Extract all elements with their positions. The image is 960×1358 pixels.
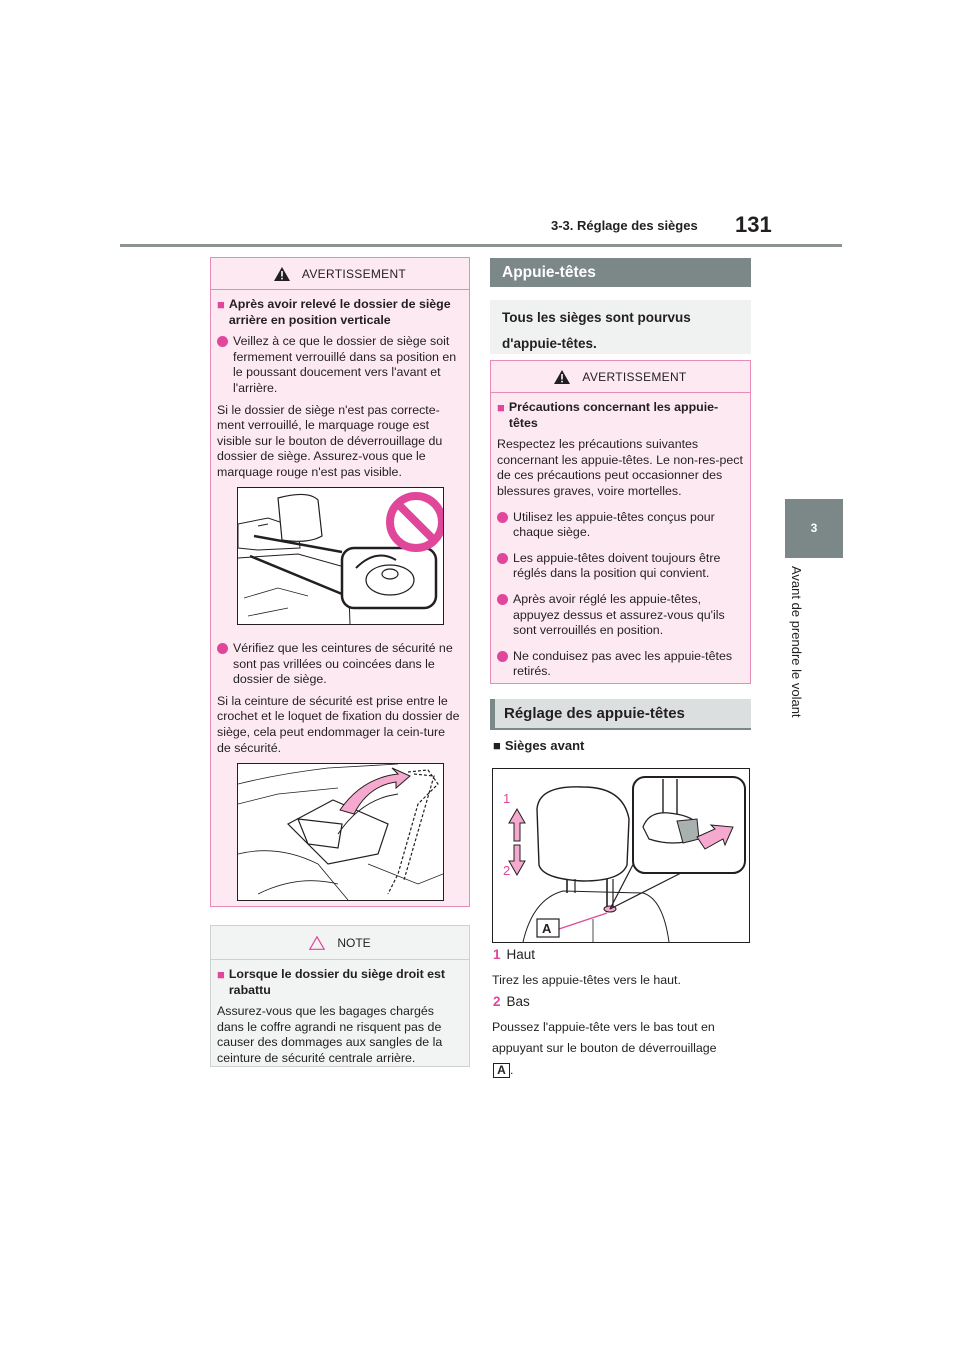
paragraph: Si le dossier de siège n'est pas correcte-ment verrouillé, le marquage rouge est visible sur le bouton de déverrouillage du dossier de siège. Assurez-vous que le marquage rouge n'est pas visible. xyxy=(217,402,443,479)
bullet-dot xyxy=(497,512,508,523)
subheading-front-seats: ■ Sièges avant xyxy=(493,738,585,753)
step-1: 1 Haut xyxy=(493,947,536,962)
warning-box-left xyxy=(210,257,470,907)
section-header-adjust: Réglage des appuie-têtes xyxy=(490,699,751,730)
caution-triangle-icon xyxy=(309,936,325,950)
note-box xyxy=(210,925,470,1067)
warning-header: AVERTISSEMENT xyxy=(491,361,750,393)
list-item: Vérifiez que les ceintures de sécurité ne sont pas vrillées ou coincées dans le dossier de siège. xyxy=(217,641,462,688)
step-number: 2 xyxy=(493,994,501,1009)
step-1-description: Tirez les appuie-têtes vers le haut. xyxy=(492,973,681,987)
note-header: NOTE xyxy=(211,926,469,960)
warning-triangle-icon xyxy=(554,370,570,384)
chapter-title: Avant de prendre le volant xyxy=(789,566,804,718)
bullet-dot xyxy=(497,553,508,564)
step-2-description-cont: appuyant sur le bouton de déverrouillage xyxy=(492,1041,717,1055)
label-up: 1 xyxy=(503,791,511,806)
step-2-ref: A . xyxy=(493,1062,513,1078)
paragraph: Si la ceinture de sécurité est prise entre le crochet et le loquet de fixation du dossier de siège, cela peut endommager la cein-ture de sécurité. xyxy=(217,693,460,755)
warning-header: AVERTISSEMENT xyxy=(211,258,469,290)
step-2-description: Poussez l'appuie-tête vers le bas tout en xyxy=(492,1020,715,1034)
bullet-dot xyxy=(217,643,228,654)
page-number: 131 xyxy=(735,212,772,237)
list-item: Utilisez les appuie-têtes conçus pour chaque siège. xyxy=(497,510,743,541)
warning-box-right xyxy=(490,360,751,684)
list-item: Après avoir réglé les appuie-têtes, appuyez dessus et assurez-vous qu'ils sont verrouillés en position. xyxy=(497,592,743,639)
seatbelt-illustration xyxy=(237,763,444,901)
seatback-lock-illustration xyxy=(237,487,444,625)
headrest-adjust-illustration xyxy=(492,768,750,943)
paragraph: Respectez les précautions suivantes concernant les appuie-têtes. Le non-res-pect de ces précautions peut occasionner des blessures graves, voire mortelles. xyxy=(497,437,743,498)
chapter-tab: 3 xyxy=(785,499,843,558)
paragraph: Assurez-vous que les bagages chargés dans le coffre agrandi ne risquent pas de causer des dommages aux sangles de la ceinture de sécurité centrale arrière. xyxy=(217,1004,443,1065)
bar-edge xyxy=(490,699,495,728)
bullet-dot xyxy=(497,594,508,605)
label-down: 2 xyxy=(503,863,511,878)
section-intro: Tous les sièges sont pourvus d'appuie-têtes. xyxy=(490,300,751,354)
list-item: Ne conduisez pas avec les appuie-têtes retirés. xyxy=(497,649,743,680)
warning-heading: ■ Après avoir relevé le dossier de siège arrière en position verticale xyxy=(217,297,451,327)
warning-heading: ■ Précautions concernant les appuie-têtes xyxy=(497,400,719,430)
header-divider xyxy=(120,244,842,247)
label-a-box: A xyxy=(493,1063,510,1078)
list-item: Les appuie-têtes doivent toujours être réglés dans la position qui convient. xyxy=(497,551,743,582)
note-heading: ■ Lorsque le dossier du siège droit est rabattu xyxy=(217,967,446,997)
step-number: 1 xyxy=(493,947,501,962)
label-button-a: A xyxy=(542,921,552,936)
step-2: 2 Bas xyxy=(493,994,530,1009)
list-item: Veillez à ce que le dossier de siège soit fermement verrouillé dans sa position en le poussant doucement vers l'avant et l'arrière. xyxy=(217,334,462,396)
section-title: 3-3. Réglage des sièges xyxy=(551,218,698,233)
section-header-headrests: Appuie-têtes xyxy=(490,258,751,287)
warning-triangle-icon xyxy=(274,267,290,281)
bullet-dot xyxy=(497,651,508,662)
bullet-dot xyxy=(217,336,228,347)
